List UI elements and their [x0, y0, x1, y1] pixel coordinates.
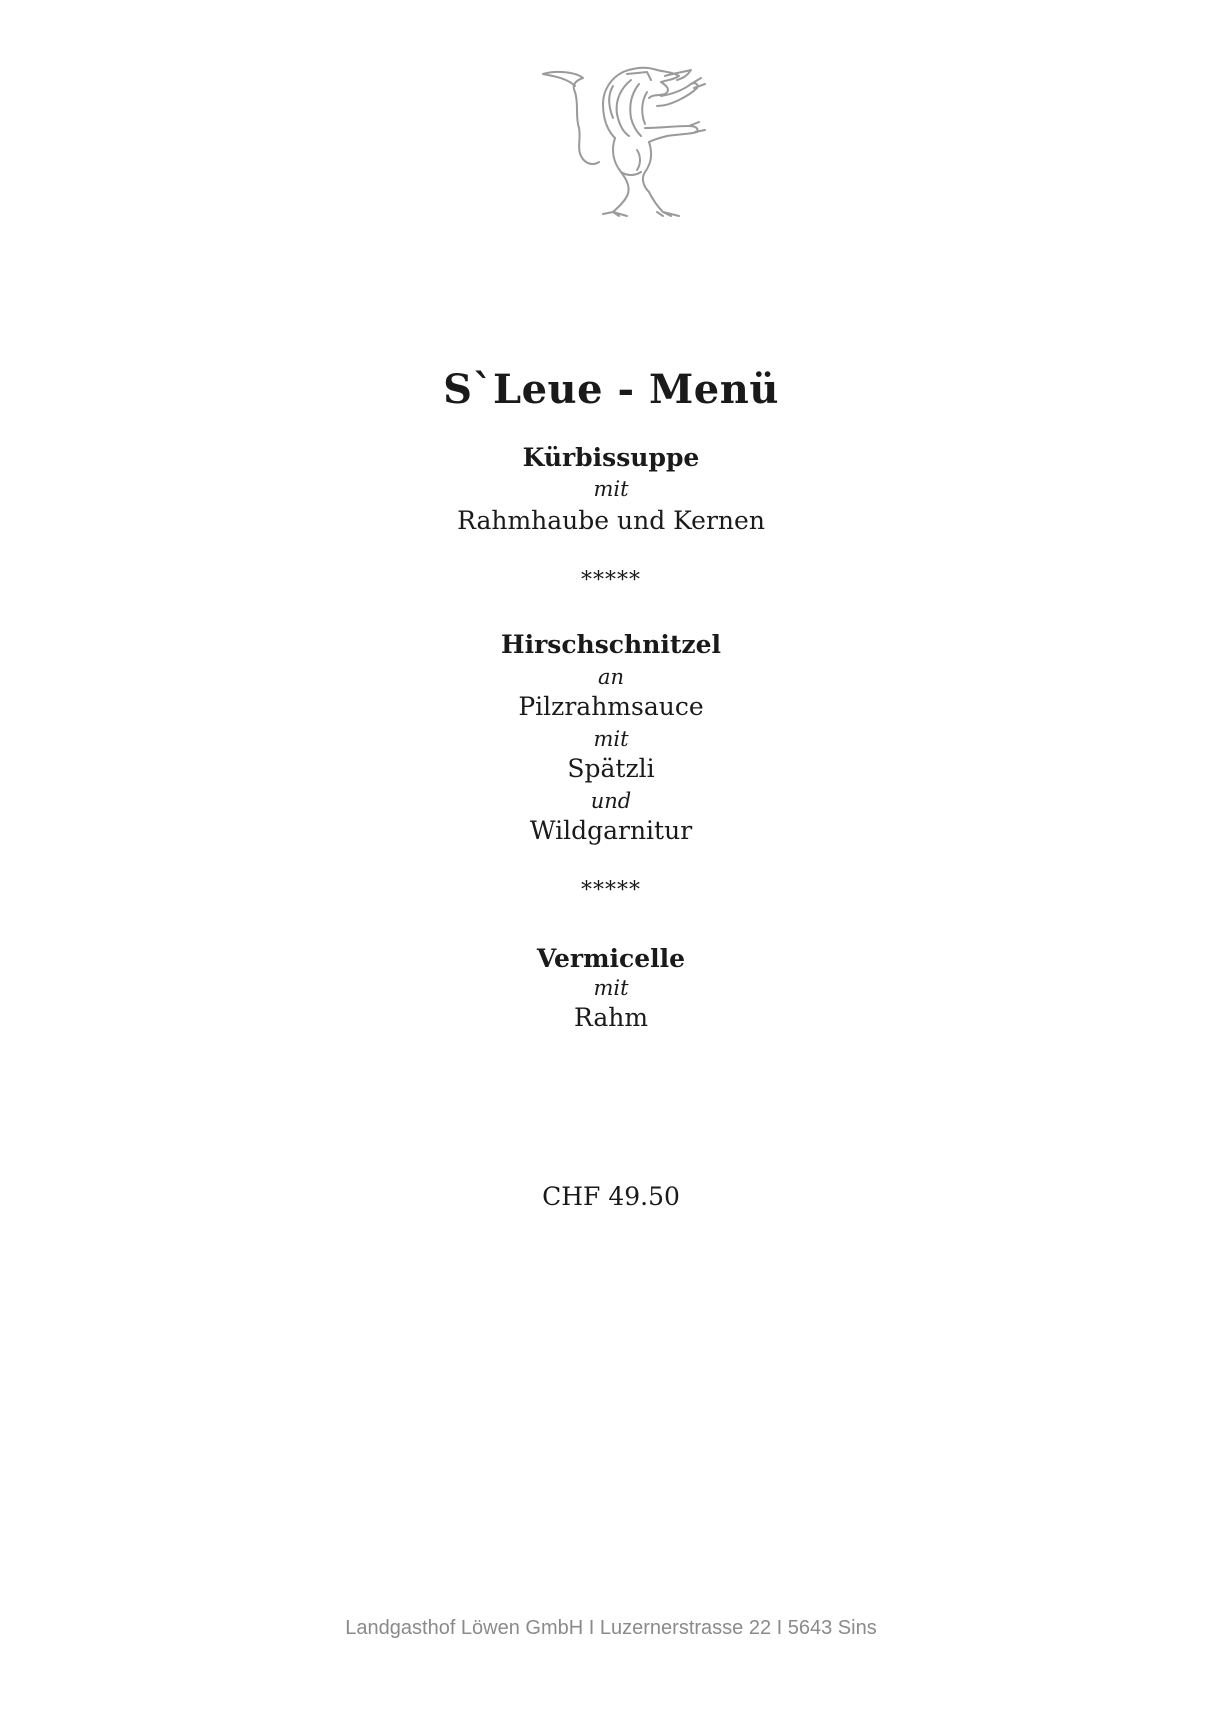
dish-description: Spätzli [567, 754, 655, 783]
dish-description: Pilzrahmsauce [518, 692, 704, 721]
connector-text: mit [593, 976, 629, 1000]
footer-address: Landgasthof Löwen GmbH I Luzernerstrasse 22 I 5643 Sins [345, 1617, 877, 1639]
dish-description: Wildgarnitur [529, 816, 693, 845]
connector-text: und [590, 789, 632, 813]
connector-text: mit [593, 727, 629, 751]
dish-name-dessert: Vermicelle [536, 944, 686, 973]
menu-title: S`Leue - Menü [443, 366, 779, 413]
connector-text: mit [593, 477, 629, 501]
dish-description: Rahmhaube und Kernen [457, 506, 765, 535]
connector-text: an [597, 665, 625, 689]
menu-price: CHF 49.50 [542, 1182, 680, 1211]
dish-name-main: Hirschschnitzel [500, 630, 722, 659]
course-separator: ***** [581, 878, 641, 903]
dish-description: Rahm [573, 1003, 649, 1032]
lion-rampant-icon [541, 66, 717, 218]
dish-name-soup: Kürbissuppe [522, 443, 700, 472]
course-separator: ***** [581, 568, 641, 593]
